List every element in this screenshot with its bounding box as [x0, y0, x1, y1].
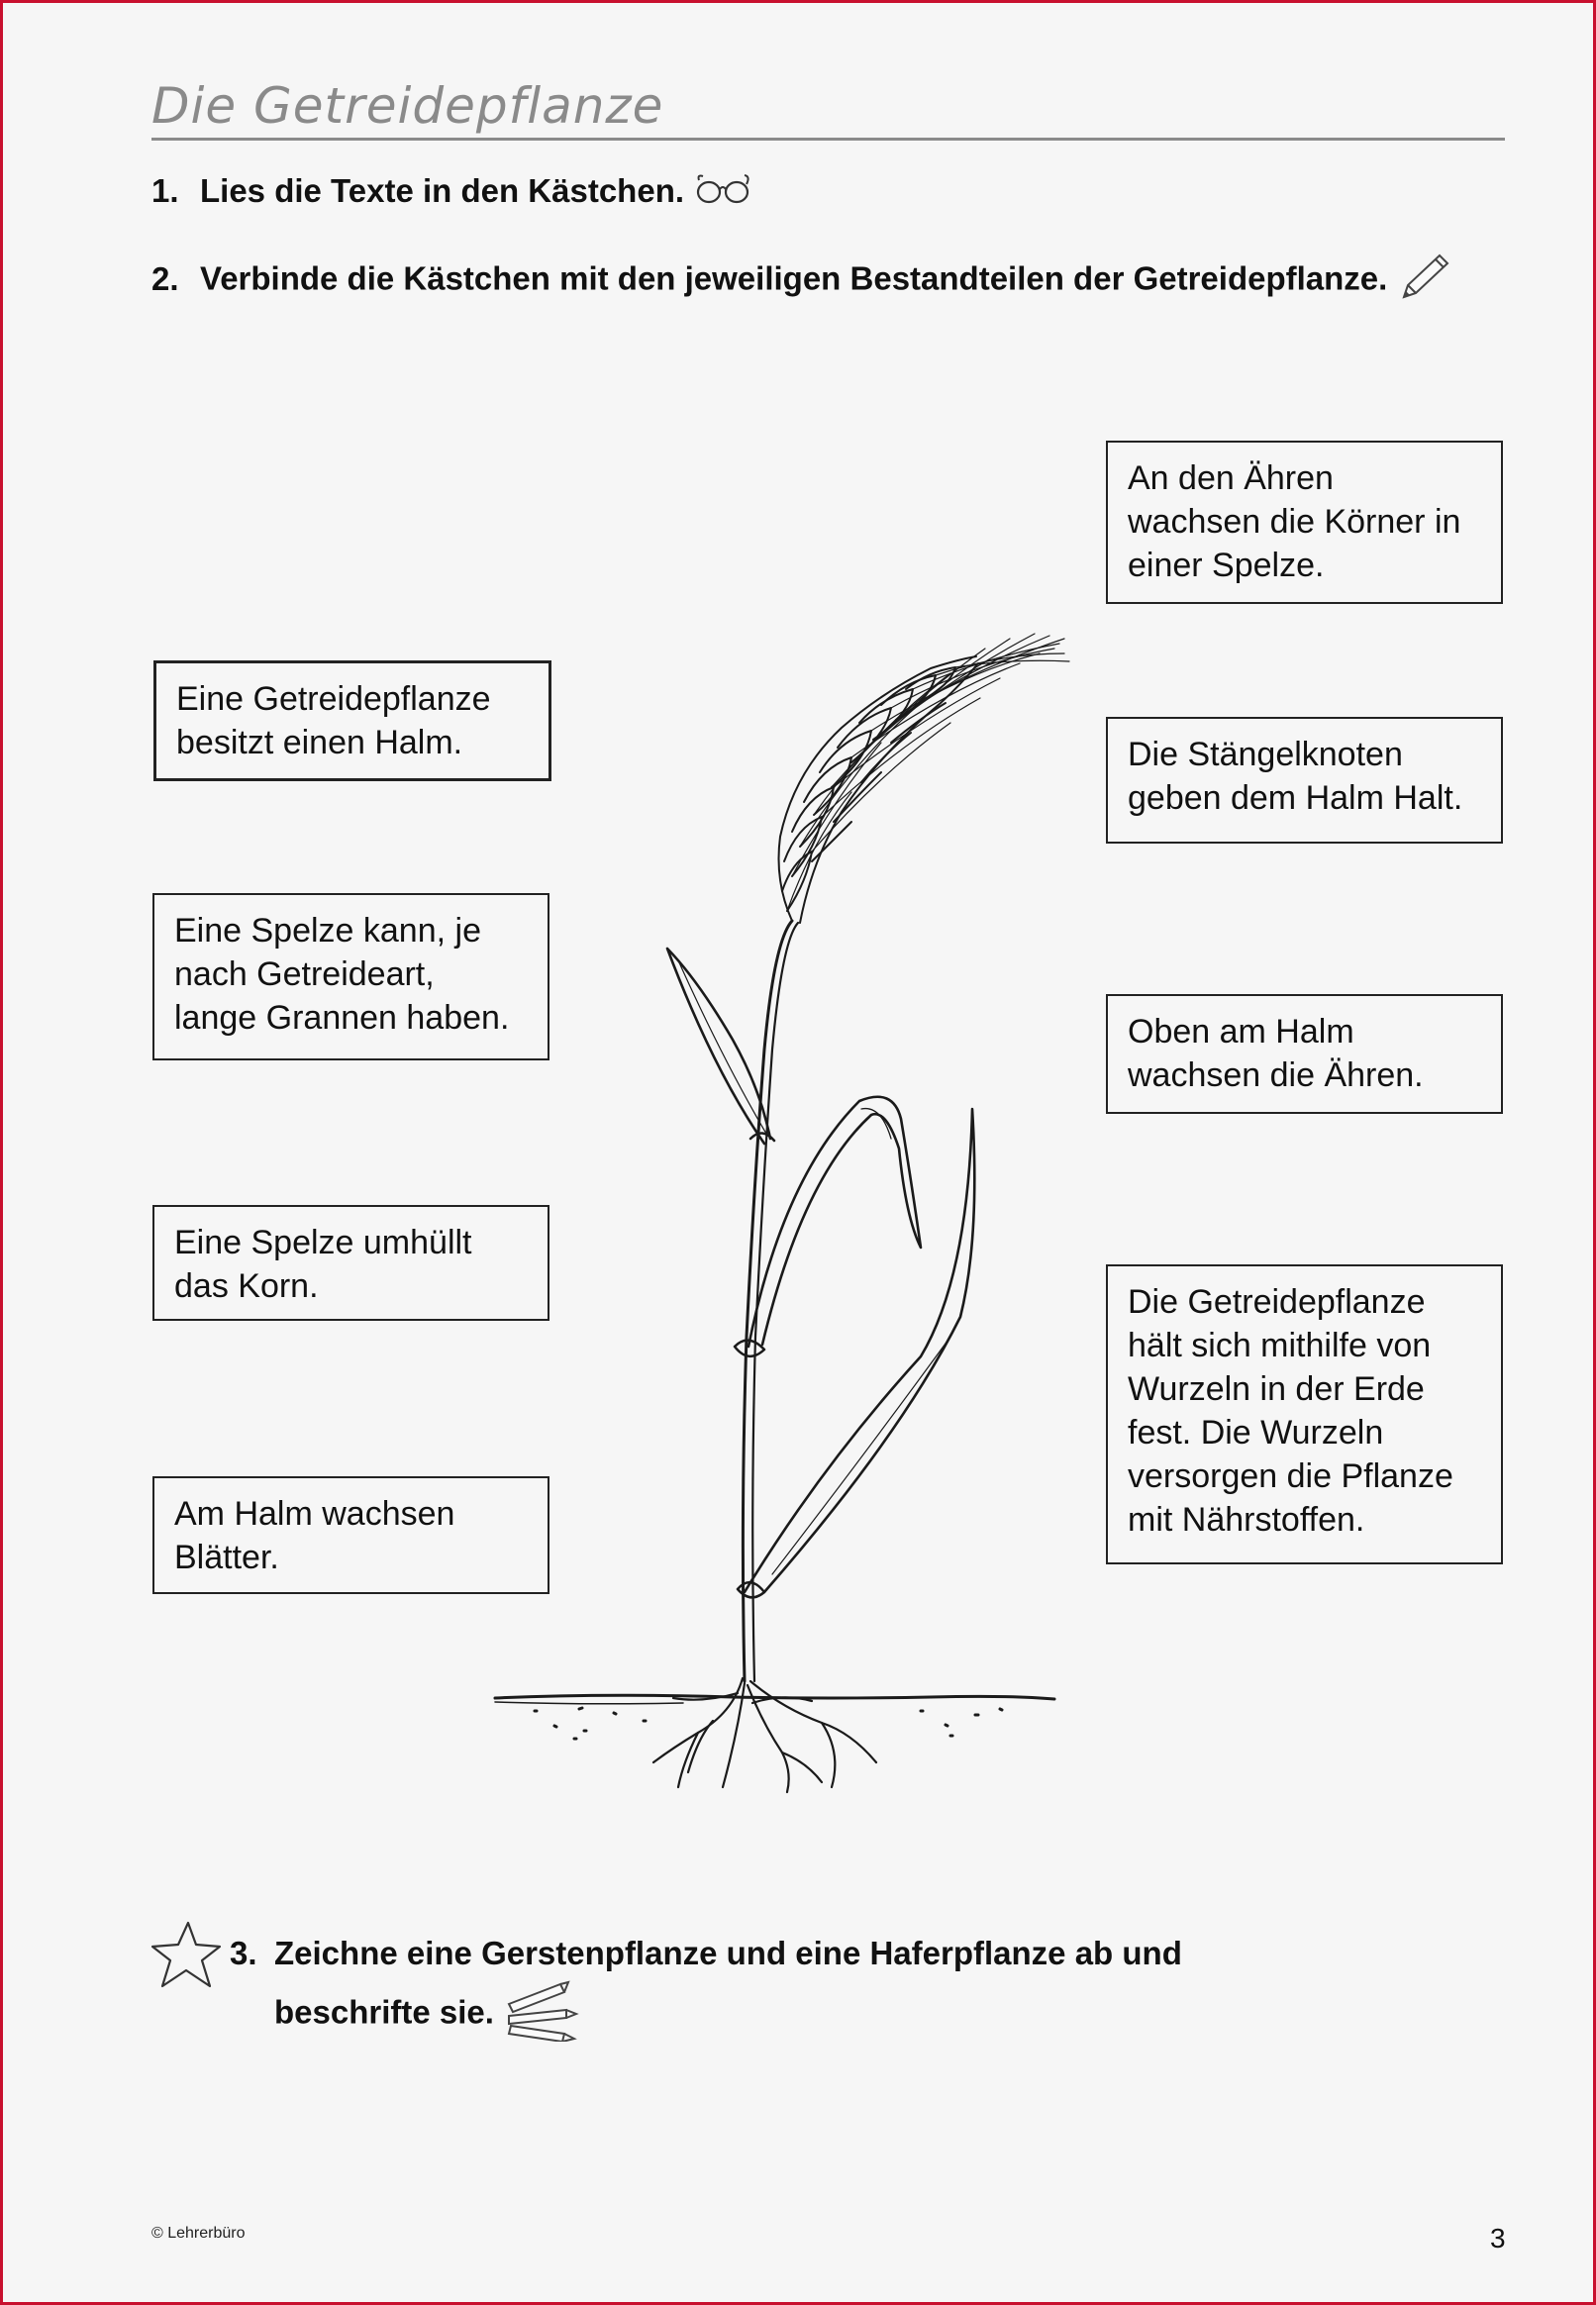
pencil-icon — [1396, 250, 1451, 313]
box-line: hält sich mithilfe von — [1128, 1327, 1432, 1364]
task-text: Lies die Texte in den Kästchen. — [200, 172, 685, 209]
info-box-aehren — [1106, 994, 1503, 1114]
grain-plant-illustration — [485, 624, 1079, 1802]
page-title: Die Getreidepflanze — [151, 77, 664, 135]
box-line: versorgen die Pflanze — [1128, 1457, 1453, 1495]
task-number: 3. — [230, 1935, 257, 1971]
task-text: Verbinde die Kästchen mit den jeweiligen Bestandteilen der Getreidepflanze. — [200, 259, 1388, 297]
task-3 — [230, 1931, 1182, 2054]
task-number: 2. — [151, 259, 179, 297]
task-text-line-1: Zeichne eine Gerstenpflanze und eine Haferpflanze ab und — [274, 1935, 1182, 1971]
task-text-line-2: beschrifte sie. — [274, 1993, 494, 2031]
box-line: Oben am Halm — [1128, 1013, 1354, 1051]
box-line: das Korn. — [174, 1267, 319, 1305]
box-line: Blätter. — [174, 1539, 279, 1576]
copyright-notice: © Lehrerbüro — [151, 2225, 246, 2242]
page-number: 3 — [1490, 2223, 1506, 2254]
box-line: fest. Die Wurzeln — [1128, 1414, 1384, 1452]
box-line: Die Stängelknoten — [1128, 736, 1403, 773]
info-box-wurzeln — [1106, 1264, 1503, 1564]
box-line: wachsen die Körner in — [1128, 503, 1461, 541]
star-icon — [149, 1919, 224, 1994]
box-line: Eine Spelze umhüllt — [174, 1224, 472, 1261]
info-box-koerner — [1106, 441, 1503, 604]
box-line: lange Grannen haben. — [174, 999, 510, 1037]
stem-node — [738, 1582, 764, 1597]
box-line: Eine Spelze kann, je — [174, 912, 481, 950]
leaf — [748, 1097, 921, 1347]
glasses-icon — [693, 172, 754, 214]
box-line: geben dem Halm Halt. — [1128, 779, 1463, 817]
box-line: mit Nährstoffen. — [1128, 1501, 1365, 1539]
title-underline — [151, 138, 1505, 141]
pencils-icon — [503, 1976, 582, 2054]
box-line: Am Halm wachsen — [174, 1495, 455, 1533]
task-number: 1. — [151, 172, 179, 209]
box-line: besitzt einen Halm. — [176, 724, 463, 761]
box-line: nach Getreideart, — [174, 955, 435, 993]
info-box-staengelknoten — [1106, 717, 1503, 844]
task-2 — [151, 250, 1451, 313]
box-line: An den Ähren — [1128, 459, 1334, 497]
box-line: Die Getreidepflanze — [1128, 1283, 1426, 1321]
box-line: einer Spelze. — [1128, 547, 1325, 584]
box-line: wachsen die Ähren. — [1128, 1056, 1424, 1094]
task-1 — [151, 172, 754, 214]
box-line: Wurzeln in der Erde — [1128, 1370, 1425, 1408]
box-line: Eine Getreidepflanze — [176, 680, 491, 718]
soil-specks — [535, 1708, 1002, 1739]
